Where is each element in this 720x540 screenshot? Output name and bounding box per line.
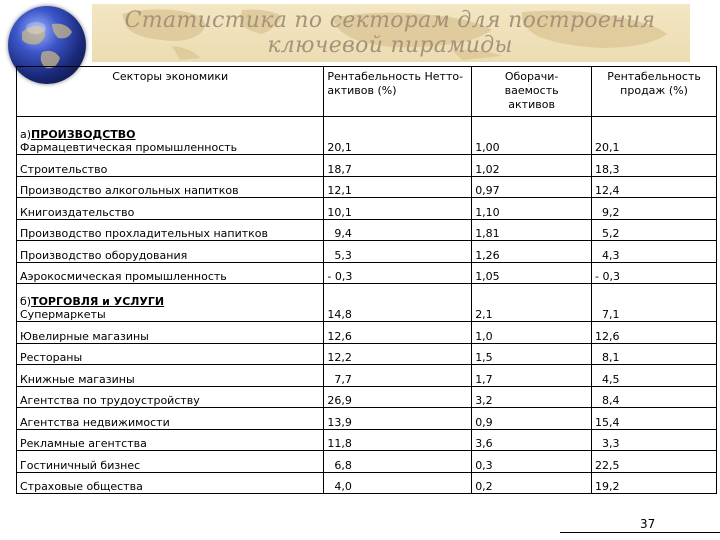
table-row [17,365,717,387]
sales-cell: 5,2 [592,219,717,241]
net-assets-cell: 5,3 [324,241,472,263]
turnover-cell: 1,7 [472,365,592,387]
sector-name: Производство прохладительных напитков [20,227,269,240]
sales-cell: 7,1 [592,284,717,322]
sector-name: Агентства по трудоустройству [20,394,200,407]
net-assets-cell: - 0,3 [324,262,472,284]
footer-rule [560,532,720,533]
turnover-cell: 1,10 [472,198,592,220]
sales-cell: 12,6 [592,322,717,344]
turnover-cell: 1,26 [472,241,592,263]
table-row [17,219,717,241]
net-assets-cell: 12,1 [324,176,472,198]
section-name: ПРОИЗВОДСТВО [31,128,136,141]
sector-name: Рестораны [20,351,83,364]
section-prefix: а) [20,128,32,141]
sector-name: Книжные магазины [20,372,135,386]
table-row [17,429,717,451]
sales-cell: 3,3 [592,429,717,451]
sector-cell [17,386,324,408]
sector-statistics-table [16,66,717,494]
sector-name: Ювелирные магазины [20,329,149,343]
column-header-net-assets: Рентабельность Нетто-активов (%) [324,67,472,117]
sector-cell [17,343,324,365]
page-number: 37 [640,517,656,531]
sales-cell: 9,2 [592,198,717,220]
sector-name: Рекламные агентства [20,437,147,450]
table-row [17,117,717,155]
net-assets-cell: 9,4 [324,219,472,241]
net-assets-cell: 20,1 [324,117,472,155]
net-assets-cell: 12,6 [324,322,472,344]
sales-cell: 15,4 [592,408,717,430]
net-assets-cell: 11,8 [324,429,472,451]
section-heading [20,295,320,308]
turnover-cell: 2,1 [472,284,592,322]
sector-cell [17,219,324,241]
turnover-cell: 3,6 [472,429,592,451]
sector-name: Производство алкогольных напитков [20,184,239,197]
section-prefix: б) [20,295,32,308]
table-row [17,386,717,408]
section-heading [20,128,320,141]
sales-cell: - 0,3 [592,262,717,284]
column-header-sales: Рентабельность продаж (%) [592,67,717,117]
table-row [17,198,717,220]
table-row [17,155,717,177]
sales-cell: 12,4 [592,176,717,198]
net-assets-cell: 14,8 [324,284,472,322]
title-line-2: ключевой пирамиды [267,33,513,58]
sector-cell [17,117,324,155]
sector-cell [17,451,324,473]
sector-name: Производство оборудования [20,248,188,262]
table-row [17,176,717,198]
sector-name: Фармацевтическая промышленность [20,141,238,154]
turnover-cell: 0,3 [472,451,592,473]
column-header-turnover: Оборачи-ваемость активов [472,67,592,117]
net-assets-cell: 13,9 [324,408,472,430]
sector-name: Агентства недвижимости [20,415,170,429]
sales-cell: 20,1 [592,117,717,155]
net-assets-cell: 10,1 [324,198,472,220]
sector-cell [17,262,324,284]
sales-cell: 18,3 [592,155,717,177]
table-row [17,322,717,344]
net-assets-cell: 12,2 [324,343,472,365]
table-row [17,241,717,263]
sector-cell [17,155,324,177]
sector-cell [17,176,324,198]
column-header-sector: Секторы экономики [17,67,324,117]
table-header-row [17,67,717,117]
sector-cell [17,241,324,263]
section-name: ТОРГОВЛЯ и УСЛУГИ [31,295,165,308]
sector-name: Строительство [20,162,108,176]
sales-cell: 4,3 [592,241,717,263]
turnover-cell: 3,2 [472,386,592,408]
turnover-cell: 0,9 [472,408,592,430]
table-row [17,451,717,473]
net-assets-cell: 4,0 [324,472,472,494]
sales-cell: 19,2 [592,472,717,494]
sector-cell [17,429,324,451]
sales-cell: 8,4 [592,386,717,408]
turnover-cell: 1,5 [472,343,592,365]
page-title [100,8,680,58]
turnover-cell: 1,00 [472,117,592,155]
sector-cell [17,472,324,494]
sector-name: Супермаркеты [20,308,106,321]
net-assets-cell: 6,8 [324,451,472,473]
title-line-1: Статистика по секторам для построения [124,8,656,33]
turnover-cell: 0,2 [472,472,592,494]
table-row [17,343,717,365]
net-assets-cell: 18,7 [324,155,472,177]
sector-name: Аэрокосмическая промышленность [20,270,227,283]
table-row [17,284,717,322]
turnover-cell: 1,0 [472,322,592,344]
sector-cell [17,365,324,387]
sector-cell [17,408,324,430]
sector-cell [17,198,324,220]
sales-cell: 22,5 [592,451,717,473]
turnover-cell: 0,97 [472,176,592,198]
table-row [17,408,717,430]
turnover-cell: 1,81 [472,219,592,241]
table-row [17,472,717,494]
sector-name: Гостиничный бизнес [20,458,141,472]
net-assets-cell: 7,7 [324,365,472,387]
net-assets-cell: 26,9 [324,386,472,408]
sector-cell [17,284,324,322]
sector-name: Книгоиздательство [20,205,135,219]
sector-name: Страховые общества [20,480,143,493]
sector-cell [17,322,324,344]
turnover-cell: 1,05 [472,262,592,284]
table-row [17,262,717,284]
sales-cell: 4,5 [592,365,717,387]
turnover-cell: 1,02 [472,155,592,177]
sales-cell: 8,1 [592,343,717,365]
